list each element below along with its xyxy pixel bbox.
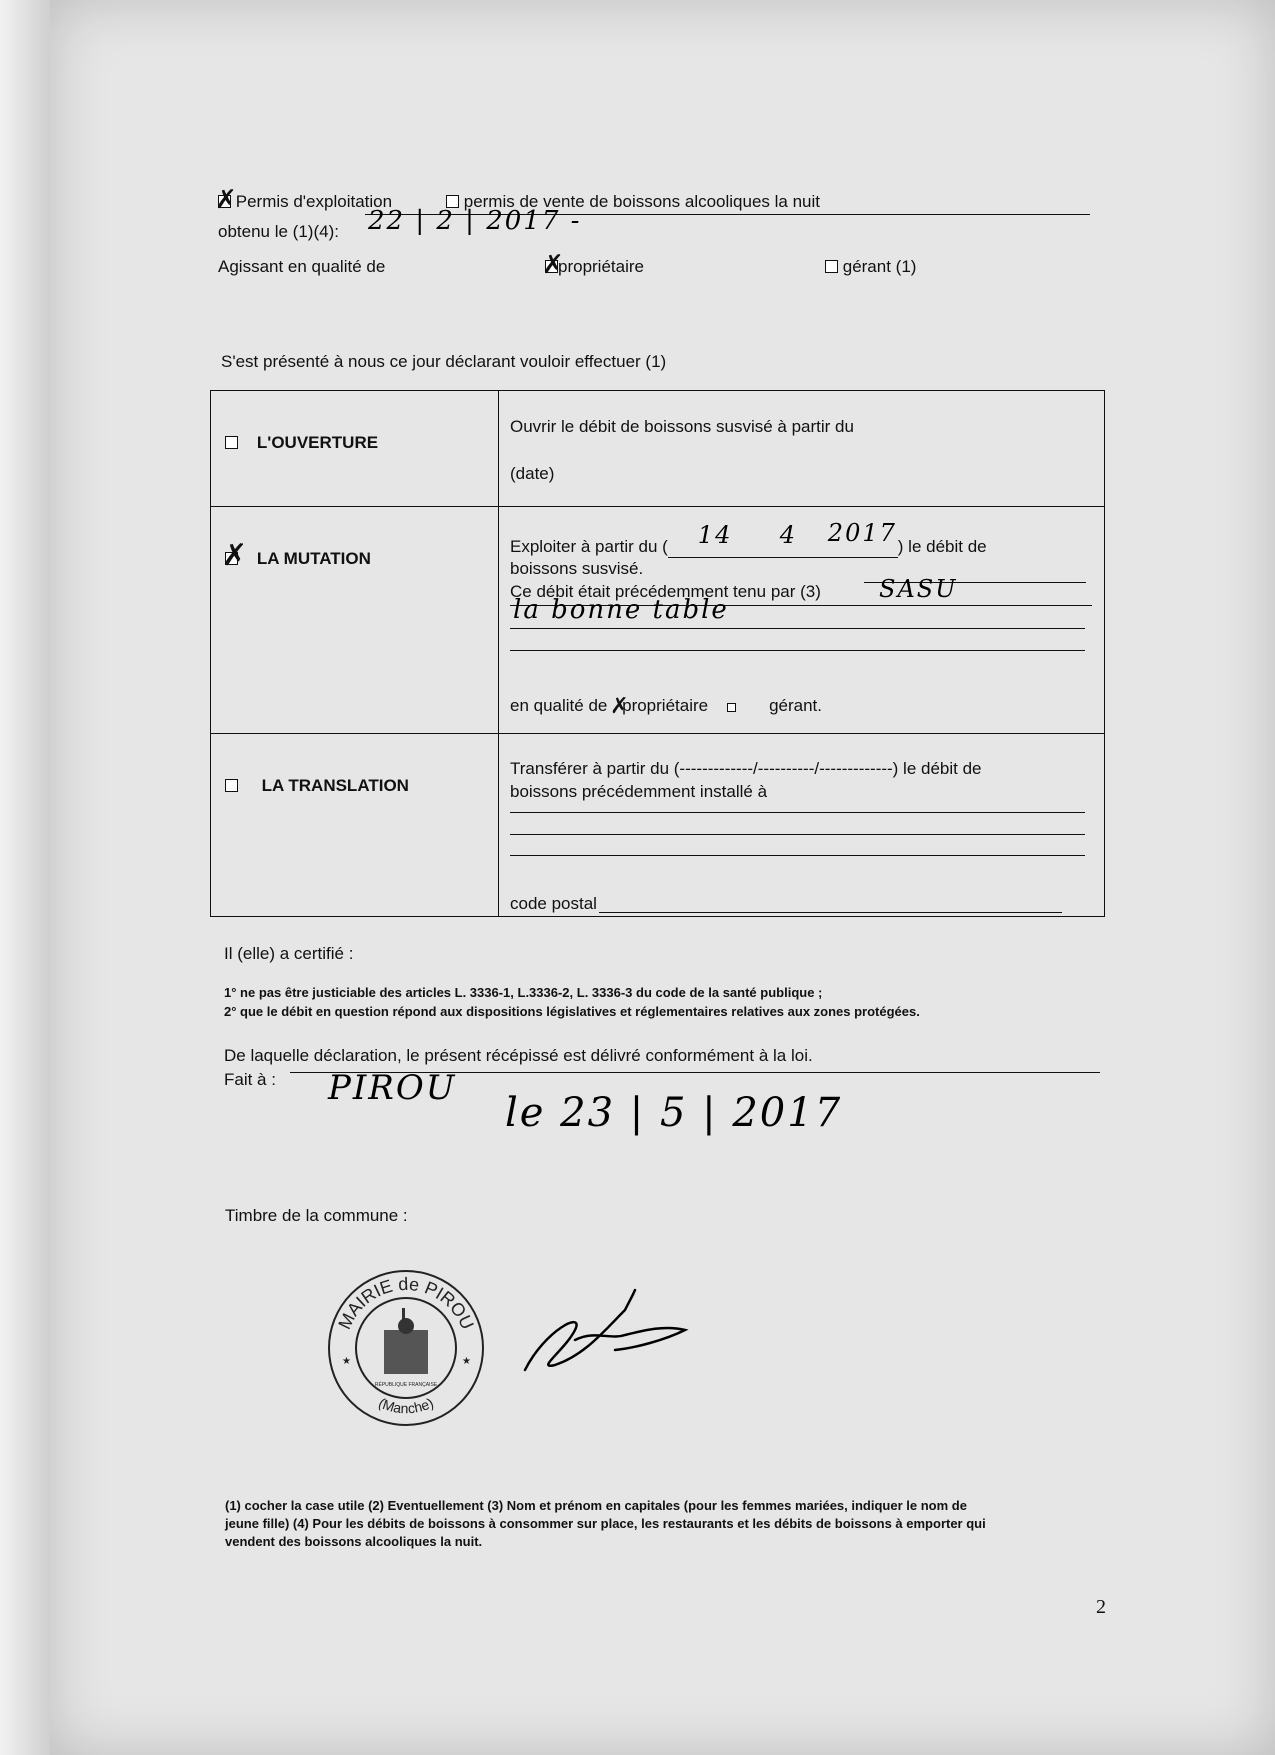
scan-edge xyxy=(0,0,50,1755)
check-mark-icon: ✗ xyxy=(215,185,237,215)
gerant-checkbox[interactable] xyxy=(825,260,838,273)
certifie-item-1: 1° ne pas être justiciable des articles L. 3336-1, L.3336-2, L. 3336-3 du code de la santé publique ; xyxy=(224,985,823,1000)
ouverture-label: L'OUVERTURE xyxy=(256,433,379,452)
mutation-text-2: boissons susvisé. xyxy=(510,559,644,578)
qualite-label: Agissant en qualité de xyxy=(218,257,386,276)
stamp-text-bottom: (Manche) xyxy=(376,1394,436,1417)
code-postal-label: code postal xyxy=(510,894,597,913)
mutation-prev-value-1[interactable]: SASU xyxy=(879,575,958,603)
town-stamp xyxy=(326,1268,486,1428)
declaration-text: De laquelle déclaration, le présent récépissé est délivré conformément à la loi. xyxy=(224,1046,813,1065)
intro-text: S'est présenté à nous ce jour déclarant vouloir effectuer (1) xyxy=(221,352,667,371)
mutation-proprietaire-label: propriétaire xyxy=(622,696,709,715)
mutation-qualite-label: en qualité de xyxy=(510,696,608,715)
translation-line-1 xyxy=(510,812,1085,813)
mutation-checkbox[interactable] xyxy=(222,538,248,573)
mutation-year[interactable]: 2017 xyxy=(827,519,897,547)
mutation-day[interactable]: 14 xyxy=(697,521,733,549)
mutation-label: LA MUTATION xyxy=(256,549,371,568)
translation-text-2: boissons précédemment installé à xyxy=(510,782,768,801)
gerant-label: gérant (1) xyxy=(842,257,917,276)
translation-text-1: Transférer à partir du (-------------/----------/-------------) le débit de xyxy=(510,759,982,778)
check-mark-icon: ✗ xyxy=(542,250,564,280)
stamp-text-top: MAIRIE de PIROU xyxy=(334,1273,478,1333)
ouverture-text-2: (date) xyxy=(510,464,555,483)
permis-checkbox[interactable] xyxy=(215,185,237,215)
translation-label: LA TRANSLATION xyxy=(261,776,409,795)
fait-date[interactable]: le 23 | 5 | 2017 xyxy=(505,1090,843,1136)
mutation-qualite-row xyxy=(510,694,823,719)
ouverture-text-1: Ouvrir le débit de boissons susvisé à partir du xyxy=(510,417,854,436)
check-mark-icon: ✗ xyxy=(222,538,248,573)
footnote-line-1: (1) cocher la case utile (2) Eventuellement (3) Nom et prénom en capitales (pour les femmes mariées, indiquer le nom de xyxy=(225,1498,967,1513)
declaration-table xyxy=(210,390,1105,917)
obtenu-label: obtenu le (1)(4): xyxy=(218,222,339,241)
certifie-title: Il (elle) a certifié : xyxy=(224,944,354,963)
timbre-label: Timbre de la commune : xyxy=(225,1206,408,1225)
stamp-text-inner: RÉPUBLIQUE FRANÇAISE xyxy=(374,1382,438,1388)
mutation-row xyxy=(222,538,371,573)
permis-label: Permis d'exploitation xyxy=(235,192,393,211)
vente-nuit-label: permis de vente de boissons alcooliques la nuit xyxy=(463,192,821,211)
proprietaire-label: propriétaire xyxy=(558,257,644,276)
mutation-prev-value-2[interactable]: la bonne table xyxy=(513,595,729,625)
translation-checkbox[interactable] xyxy=(225,779,238,792)
mayor-signature xyxy=(515,1270,695,1380)
mutation-prev-label: Ce débit était précédemment tenu par (3) xyxy=(510,582,821,601)
prev-line-3 xyxy=(510,628,1085,629)
mutation-month[interactable]: 4 xyxy=(779,521,798,549)
footnote-line-3: vendent des boissons alcooliques la nuit. xyxy=(225,1534,483,1549)
proprietaire-checkbox[interactable] xyxy=(542,250,564,280)
check-mark-icon: ✗ xyxy=(610,694,629,719)
mutation-date-row xyxy=(510,519,987,558)
mutation-gerant-label: gérant. xyxy=(769,696,823,715)
obtenu-value[interactable]: 22 | 2 | 2017 - xyxy=(368,206,582,236)
translation-line-3 xyxy=(510,855,1085,856)
fait-value[interactable]: PIROU xyxy=(328,1068,457,1108)
mutation-suffix: ) le débit de xyxy=(897,537,987,556)
star-icon: ★ xyxy=(462,1356,471,1367)
fait-label: Fait à : xyxy=(224,1070,276,1089)
mutation-gerant-checkbox[interactable] xyxy=(727,703,736,712)
translation-row xyxy=(225,776,409,796)
gerant-row xyxy=(825,257,916,277)
page-number: 2 xyxy=(1096,1596,1106,1618)
footnote-line-2: jeune fille) (4) Pour les débits de boissons à consommer sur place, les restaurants et les débits de boissons à emporter qui xyxy=(225,1516,986,1531)
translation-line-2 xyxy=(510,834,1085,835)
prev-line-4 xyxy=(510,650,1085,651)
ouverture-checkbox[interactable] xyxy=(225,436,238,449)
mutation-prefix: Exploiter à partir du ( xyxy=(510,537,668,556)
certifie-item-2: 2° que le débit en question répond aux dispositions législatives et réglementaires relatives aux zones protégées. xyxy=(224,1004,920,1019)
code-postal-line[interactable] xyxy=(599,912,1062,913)
star-icon: ★ xyxy=(342,1356,351,1367)
proprietaire-row xyxy=(542,250,644,280)
marianne-icon xyxy=(384,1308,428,1374)
permis-row xyxy=(215,185,393,215)
ouverture-row xyxy=(225,433,378,453)
